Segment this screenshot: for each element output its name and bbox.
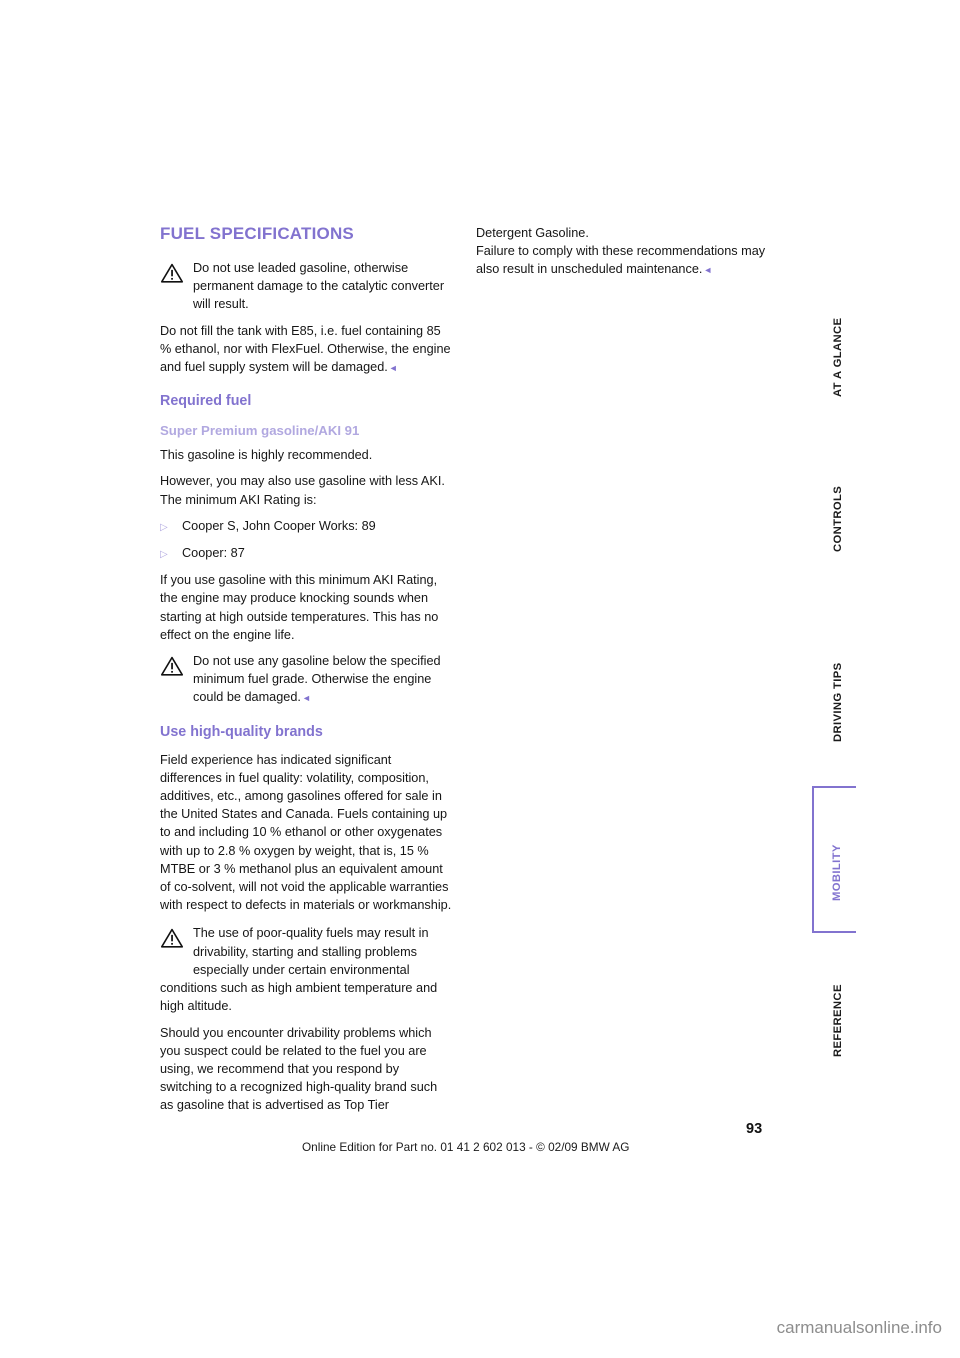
watermark: carmanualsonline.info: [776, 1318, 942, 1337]
warning-text: Do not use leaded gasoline, otherwise permanent damage to the catalytic converter will result.: [193, 261, 445, 312]
paragraph-field-experience: Field experience has indicated significant differences in fuel quality: volatility, composition, additives, etc., among gasolines offered for sale in the United States and Canada. Fuels containing up to and including 10 % ethanol or other oxygenates with up to 2.8 % oxygen by weight, that is, 15 % MTBE or 3 % methanol plus an equivalent amount of co-solvent, will not void the applicable warranties with respect to defects in materials or workmanship.: [160, 752, 452, 913]
left-column: [160, 224, 452, 1123]
warning-note-leaded-gasoline: [160, 259, 452, 314]
sidebar-item-controls: CONTROLS: [832, 485, 844, 552]
sidebar-item-driving-tips: DRIVING TIPS: [832, 662, 844, 742]
right-column: [476, 224, 768, 1123]
section-end-icon: ◄: [703, 265, 713, 276]
heading-required-fuel: Required fuel: [160, 393, 252, 410]
page-content: [160, 224, 768, 1123]
paragraph-detergent: Detergent Gasoline.: [476, 226, 589, 240]
subheading-super-premium: Super Premium gasoline/AKI 91: [160, 423, 360, 439]
warning-text: The use of poor-quality fuels may result in drivability, starting and stalling problems especially under certain environmental conditions such as high ambient temperature and high altitude.: [160, 926, 438, 1014]
paragraph-knocking: If you use gasoline with this minimum AKI Rating, the engine may produce knocking sounds when starting at high outside temperatures. This has no effect on the engine life.: [160, 573, 439, 642]
section-end-icon: ◄: [388, 363, 398, 374]
warning-triangle-icon: [160, 652, 193, 689]
paragraph-e85: [160, 322, 452, 378]
paragraph-text: Failure to comply with these recommendations may also result in unscheduled maintenance.: [476, 244, 766, 277]
edition-notice: Online Edition for Part no. 01 41 2 602 013 - © 02/09 BMW AG: [302, 1140, 630, 1154]
sidebar-item-mobility: MOBILITY: [831, 844, 843, 901]
list-item-cooper-s: [160, 517, 452, 537]
section-end-icon: ◄: [301, 693, 311, 704]
list-item-text: Cooper S, John Cooper Works: 89: [182, 518, 376, 533]
sidebar-item-reference: REFERENCE: [832, 984, 844, 1057]
warning-note-min-grade: [160, 652, 452, 708]
page-number: 93: [746, 1121, 763, 1137]
warning-text: Do not use any gasoline below the specified minimum fuel grade. Otherwise the engine could be damaged.: [193, 654, 441, 705]
paragraph-aki-intro: However, you may also use gasoline with less AKI. The minimum AKI Rating is:: [160, 474, 445, 507]
list-item-text: Cooper: 87: [182, 546, 245, 561]
warning-triangle-icon: [160, 924, 193, 961]
warning-note-poor-quality: [160, 924, 452, 1015]
sidebar-item-at-a-glance: AT A GLANCE: [832, 317, 844, 397]
paragraph-drivability: Should you encounter drivability problems which you suspect could be related to the fuel you are using, we recommend that you respond by switching to a recognized high-quality brand such as gasoline that is advertised as Top Tier: [160, 1025, 438, 1113]
list-item-cooper: [160, 544, 452, 564]
bullet-icon: ▷: [160, 521, 168, 533]
warning-triangle-icon: [160, 259, 193, 296]
paragraph-text: Do not fill the tank with E85, i.e. fuel containing 85 % ethanol, nor with FlexFuel. Otherwise, the engine and fuel supply system will be damaged.: [160, 323, 451, 375]
page-title: FUEL SPECIFICATIONS: [160, 224, 354, 243]
paragraph-recommended: This gasoline is highly recommended.: [160, 448, 373, 463]
paragraph-failure-to-comply: [476, 242, 768, 279]
heading-high-quality-brands: Use high-quality brands: [160, 723, 323, 740]
bullet-icon: ▷: [160, 549, 168, 561]
